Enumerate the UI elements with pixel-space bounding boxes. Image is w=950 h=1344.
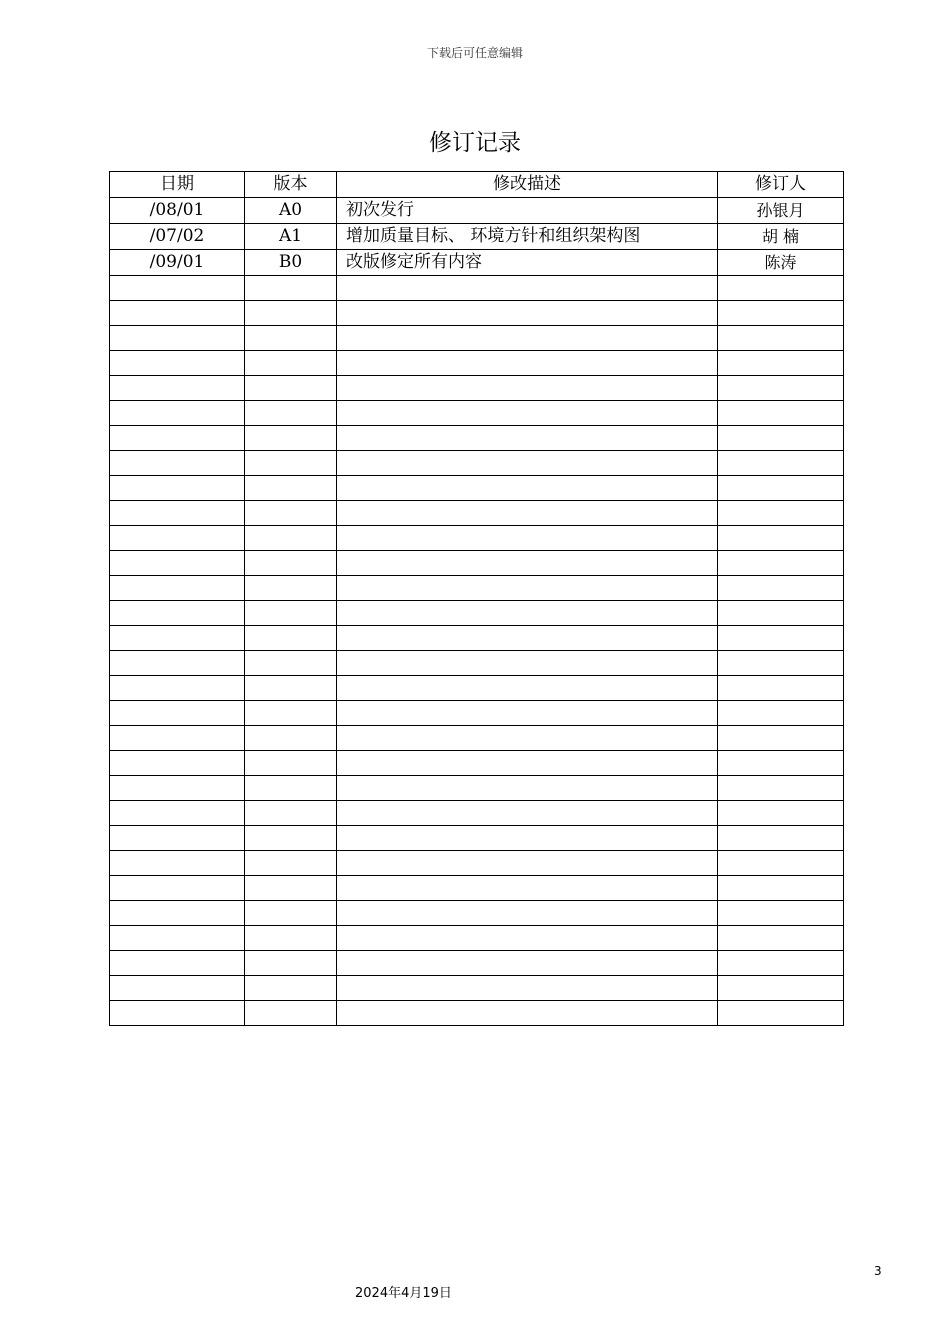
table-header-row	[110, 172, 844, 198]
cell-version	[245, 651, 337, 676]
cell-reviser: 胡 楠	[718, 224, 844, 250]
cell-reviser	[718, 751, 844, 776]
cell-reviser	[718, 876, 844, 901]
column-header-reviser: 修订人	[718, 172, 844, 198]
cell-version	[245, 926, 337, 951]
cell-description	[337, 326, 718, 351]
table-row-empty	[110, 601, 844, 626]
cell-date	[110, 676, 245, 701]
cell-date	[110, 701, 245, 726]
cell-version	[245, 601, 337, 626]
cell-reviser	[718, 951, 844, 976]
cell-version	[245, 951, 337, 976]
cell-reviser	[718, 826, 844, 851]
cell-date	[110, 751, 245, 776]
cell-description: 增加质量目标、 环境方针和组织架构图	[337, 224, 718, 250]
cell-version: B0	[245, 250, 337, 276]
table-row-empty	[110, 826, 844, 851]
table-row-empty	[110, 551, 844, 576]
cell-date	[110, 826, 245, 851]
cell-date	[110, 351, 245, 376]
cell-date: /09/01	[110, 250, 245, 276]
cell-description	[337, 301, 718, 326]
cell-version	[245, 301, 337, 326]
cell-version	[245, 276, 337, 301]
cell-description	[337, 876, 718, 901]
cell-reviser	[718, 301, 844, 326]
cell-reviser	[718, 676, 844, 701]
cell-version	[245, 426, 337, 451]
cell-reviser: 孙银月	[718, 198, 844, 224]
cell-description	[337, 451, 718, 476]
cell-reviser	[718, 326, 844, 351]
cell-description	[337, 501, 718, 526]
cell-date	[110, 526, 245, 551]
cell-description	[337, 976, 718, 1001]
cell-description	[337, 901, 718, 926]
cell-date	[110, 476, 245, 501]
cell-description	[337, 776, 718, 801]
cell-reviser	[718, 901, 844, 926]
table-row-empty	[110, 876, 844, 901]
cell-reviser	[718, 576, 844, 601]
cell-reviser	[718, 526, 844, 551]
table-row-empty	[110, 526, 844, 551]
cell-date	[110, 626, 245, 651]
cell-date: /08/01	[110, 198, 245, 224]
table-row-empty	[110, 851, 844, 876]
table-row-empty	[110, 976, 844, 1001]
table-row-empty	[110, 451, 844, 476]
cell-date	[110, 951, 245, 976]
cell-description	[337, 651, 718, 676]
cell-version	[245, 551, 337, 576]
cell-date	[110, 401, 245, 426]
cell-version	[245, 851, 337, 876]
cell-date	[110, 301, 245, 326]
cell-reviser	[718, 801, 844, 826]
cell-reviser	[718, 551, 844, 576]
cell-date	[110, 876, 245, 901]
cell-date	[110, 901, 245, 926]
cell-version: A0	[245, 198, 337, 224]
cell-date	[110, 926, 245, 951]
cell-reviser	[718, 476, 844, 501]
cell-reviser	[718, 701, 844, 726]
cell-reviser	[718, 651, 844, 676]
cell-version	[245, 576, 337, 601]
cell-version	[245, 901, 337, 926]
cell-description	[337, 276, 718, 301]
cell-date	[110, 601, 245, 626]
header-note: 下载后可任意编辑	[426, 46, 523, 60]
cell-date: /07/02	[110, 224, 245, 250]
cell-date	[110, 776, 245, 801]
table-row-empty	[110, 576, 844, 601]
cell-date	[110, 426, 245, 451]
cell-date	[110, 801, 245, 826]
table-row-empty	[110, 751, 844, 776]
table-row	[110, 198, 844, 224]
cell-description	[337, 676, 718, 701]
column-header-version: 版本	[245, 172, 337, 198]
cell-version	[245, 976, 337, 1001]
cell-description	[337, 351, 718, 376]
cell-description	[337, 551, 718, 576]
cell-date	[110, 851, 245, 876]
table-row-empty	[110, 701, 844, 726]
table-row	[110, 224, 844, 250]
cell-reviser	[718, 926, 844, 951]
cell-version	[245, 876, 337, 901]
cell-version	[245, 501, 337, 526]
cell-version	[245, 701, 337, 726]
page-title: 修订记录	[429, 130, 521, 156]
cell-version	[245, 726, 337, 751]
cell-date	[110, 276, 245, 301]
cell-version	[245, 626, 337, 651]
table-row-empty	[110, 676, 844, 701]
cell-reviser	[718, 601, 844, 626]
cell-description	[337, 826, 718, 851]
cell-reviser	[718, 376, 844, 401]
table-row-empty	[110, 1001, 844, 1026]
cell-description	[337, 1001, 718, 1026]
cell-version	[245, 351, 337, 376]
table-row-empty	[110, 926, 844, 951]
cell-reviser	[718, 401, 844, 426]
cell-date	[110, 501, 245, 526]
cell-description: 改版修定所有内容	[337, 250, 718, 276]
cell-date	[110, 326, 245, 351]
cell-version	[245, 1001, 337, 1026]
cell-version	[245, 401, 337, 426]
cell-version	[245, 451, 337, 476]
table-row-empty	[110, 901, 844, 926]
cell-description: 初次发行	[337, 198, 718, 224]
cell-date	[110, 576, 245, 601]
cell-version	[245, 676, 337, 701]
cell-version	[245, 776, 337, 801]
cell-reviser	[718, 426, 844, 451]
cell-description	[337, 701, 718, 726]
cell-date	[110, 551, 245, 576]
table-row-empty	[110, 951, 844, 976]
cell-version	[245, 476, 337, 501]
cell-date	[110, 451, 245, 476]
cell-version	[245, 801, 337, 826]
cell-reviser: 陈涛	[718, 250, 844, 276]
cell-description	[337, 926, 718, 951]
cell-version	[245, 526, 337, 551]
cell-description	[337, 601, 718, 626]
table-row-empty	[110, 801, 844, 826]
footer-date: 2024年4月19日	[355, 1286, 452, 1301]
cell-reviser	[718, 451, 844, 476]
table-row-empty	[110, 376, 844, 401]
table-row-empty	[110, 276, 844, 301]
table-row-empty	[110, 776, 844, 801]
cell-reviser	[718, 726, 844, 751]
cell-description	[337, 401, 718, 426]
cell-reviser	[718, 976, 844, 1001]
cell-description	[337, 376, 718, 401]
cell-date	[110, 726, 245, 751]
table-row-empty	[110, 726, 844, 751]
cell-description	[337, 751, 718, 776]
page-number: 3	[874, 1264, 882, 1278]
cell-reviser	[718, 276, 844, 301]
cell-date	[110, 1001, 245, 1026]
cell-reviser	[718, 626, 844, 651]
table-row-empty	[110, 326, 844, 351]
cell-reviser	[718, 1001, 844, 1026]
cell-version: A1	[245, 224, 337, 250]
cell-reviser	[718, 501, 844, 526]
cell-version	[245, 751, 337, 776]
cell-description	[337, 801, 718, 826]
cell-description	[337, 626, 718, 651]
table-row-empty	[110, 401, 844, 426]
cell-reviser	[718, 351, 844, 376]
table-row-empty	[110, 626, 844, 651]
table-row-empty	[110, 426, 844, 451]
cell-reviser	[718, 851, 844, 876]
column-header-description: 修改描述	[337, 172, 718, 198]
cell-version	[245, 326, 337, 351]
table-row-empty	[110, 651, 844, 676]
cell-description	[337, 526, 718, 551]
revision-table	[109, 171, 844, 1026]
cell-description	[337, 426, 718, 451]
table-row-empty	[110, 501, 844, 526]
cell-description	[337, 951, 718, 976]
cell-description	[337, 476, 718, 501]
cell-description	[337, 576, 718, 601]
cell-date	[110, 376, 245, 401]
table-row-empty	[110, 351, 844, 376]
table-row-empty	[110, 476, 844, 501]
cell-date	[110, 976, 245, 1001]
column-header-date: 日期	[110, 172, 245, 198]
cell-version	[245, 826, 337, 851]
table-row	[110, 250, 844, 276]
cell-reviser	[718, 776, 844, 801]
cell-date	[110, 651, 245, 676]
table-row-empty	[110, 301, 844, 326]
cell-version	[245, 376, 337, 401]
cell-description	[337, 726, 718, 751]
cell-description	[337, 851, 718, 876]
